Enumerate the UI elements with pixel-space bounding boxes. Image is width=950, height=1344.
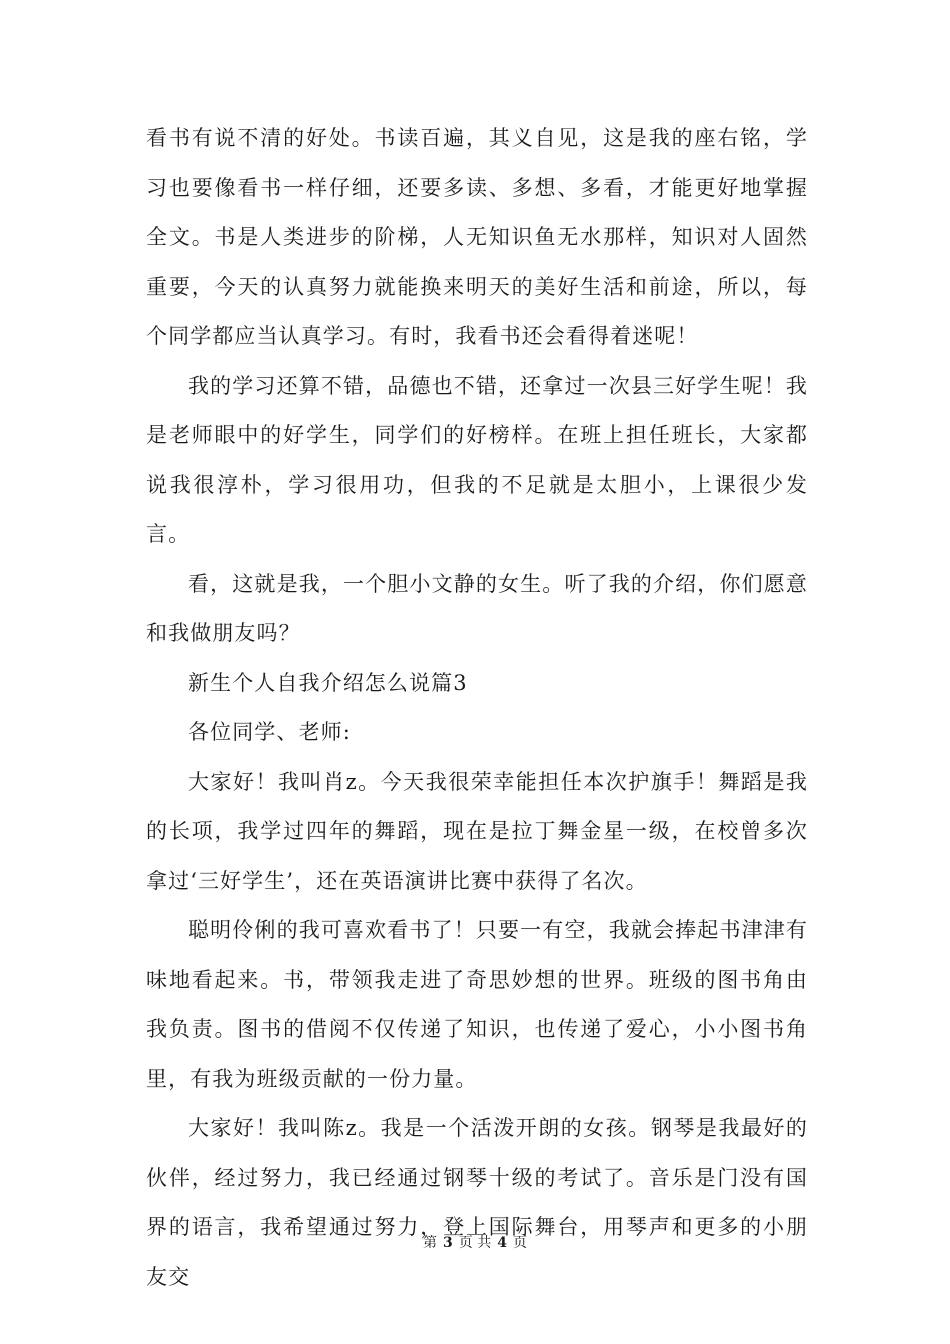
footer-middle: 页 共 [458, 1235, 492, 1251]
footer-page-number: 3 [443, 1235, 453, 1251]
page-footer [0, 1232, 950, 1252]
paragraph-6: 大家好！我叫肖z。今天我很荣幸能担任本次护旗手！舞蹈是我的长项，我学过四年的舞蹈，现在是拉丁舞金星一级，在校曾多次拿过‘三好学生’，还在英语演讲比赛中获得了名次。 [146, 769, 808, 893]
paragraph-3: 看，这就是我，一个胆小文静的女生。听了我的介绍，你们愿意和我做朋友吗？ [146, 571, 808, 645]
document-body [146, 114, 808, 1302]
paragraph-1: 看书有说不清的好处。书读百遍，其义自见，这是我的座右铭，学习也要像看书一样仔细，还要多读、多想、多看，才能更好地掌握全文。书是人类进步的阶梯，人无知识鱼无水那样，知识对人固然重要，今天的认真努力就能换来明天的美好生活和前途，所以，每个同学都应当认真学习。有时，我看书还会看得着迷呢！ [146, 126, 808, 348]
footer-suffix: 页 [512, 1235, 527, 1251]
section-heading: 新生个人自我介绍怎么说篇3 [188, 670, 468, 695]
paragraph-7: 聪明伶俐的我可喜欢看书了！只要一有空，我就会捧起书津津有味地看起来。书，带领我走进了奇思妙想的世界。班级的图书角由我负责。图书的借阅不仅传递了知识，也传递了爱心，小小图书角里，有我为班级贡献的一份力量。 [146, 918, 808, 1091]
paragraph-8: 大家好！我叫陈z。我是一个活泼开朗的女孩。钢琴是我最好的伙伴，经过努力，我已经通过钢琴十级的考试了。音乐是门没有国界的语言，我希望通过努力，登上国际舞台，用琴声和更多的小朋友交 [146, 1116, 808, 1289]
salutation: 各位同学、老师: [188, 720, 351, 744]
footer-total-pages: 4 [497, 1235, 507, 1251]
footer-prefix: 第 [423, 1235, 438, 1251]
paragraph-2: 我的学习还算不错，品德也不错，还拿过一次县三好学生呢！我是老师眼中的好学生，同学们的好榜样。在班上担任班长，大家都说我很淳朴，学习很用功，但我的不足就是太胆小，上课很少发言。 [146, 373, 808, 546]
